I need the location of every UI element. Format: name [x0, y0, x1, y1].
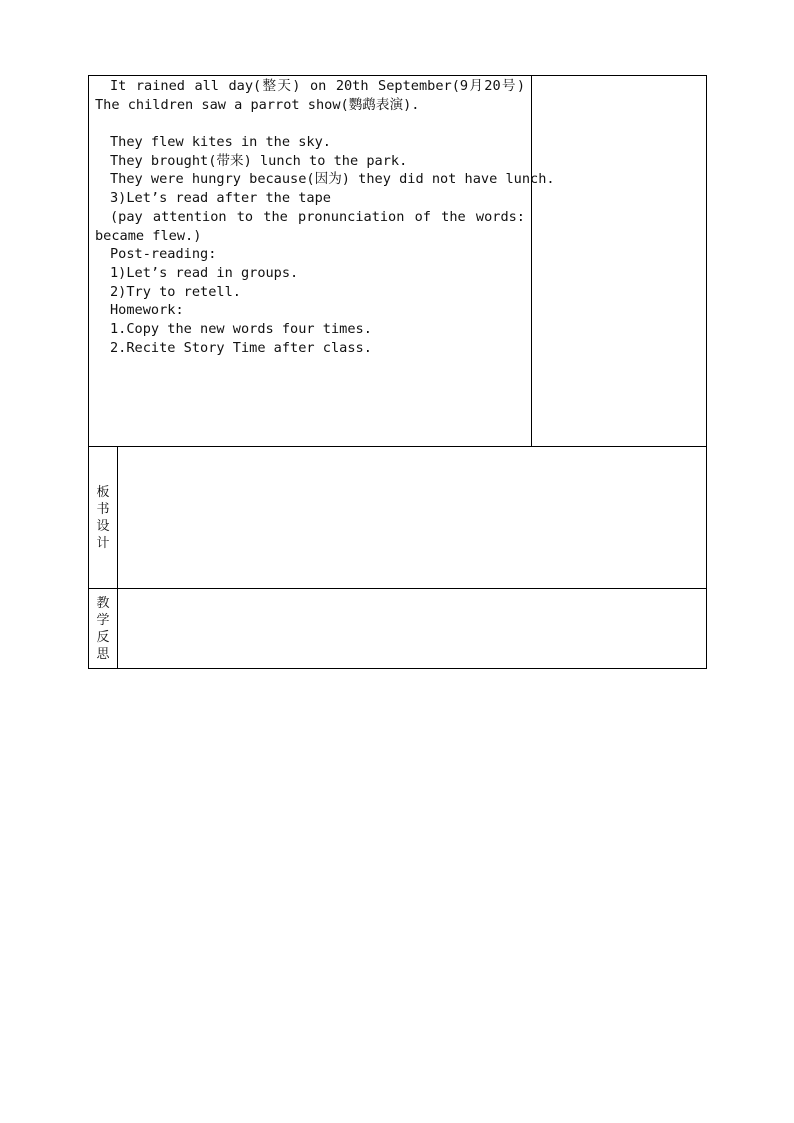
- lesson-line: Post-reading:: [110, 246, 217, 263]
- board-design-content-cell: [117, 446, 707, 589]
- reflection-label: 教学反思: [96, 595, 110, 662]
- lesson-line: Homework:: [110, 302, 184, 319]
- lesson-line: (pay attention to the pronunciation of the words:: [110, 208, 525, 225]
- lesson-text-block: [95, 77, 555, 357]
- board-design-label: 板书设计: [96, 484, 110, 551]
- reflection-content-cell: [117, 588, 707, 669]
- lesson-line: They were hungry because(因为) they did not have lunch.: [110, 171, 555, 188]
- lesson-line-blank: [95, 114, 525, 133]
- board-design-label-cell: [88, 446, 118, 589]
- lesson-line: 2.Recite Story Time after class.: [110, 339, 372, 356]
- lesson-line: It rained all day(整天) on 20th September(9月20号): [110, 78, 525, 94]
- lesson-line: 1)Let’s read in groups.: [110, 264, 299, 281]
- lesson-line: They flew kites in the sky.: [110, 134, 331, 151]
- reflection-label-cell: [88, 588, 118, 669]
- lesson-line: 1.Copy the new words four times.: [110, 320, 372, 337]
- lesson-line: 3)Let’s read after the tape: [110, 190, 331, 207]
- lesson-line: became flew.): [95, 227, 202, 244]
- lesson-line: The children saw a parrot show(鹦鹉表演).: [95, 96, 420, 113]
- lesson-line: They brought(带来) lunch to the park.: [110, 152, 408, 169]
- lesson-line: 2)Try to retell.: [110, 283, 241, 300]
- notes-cell: [531, 75, 707, 447]
